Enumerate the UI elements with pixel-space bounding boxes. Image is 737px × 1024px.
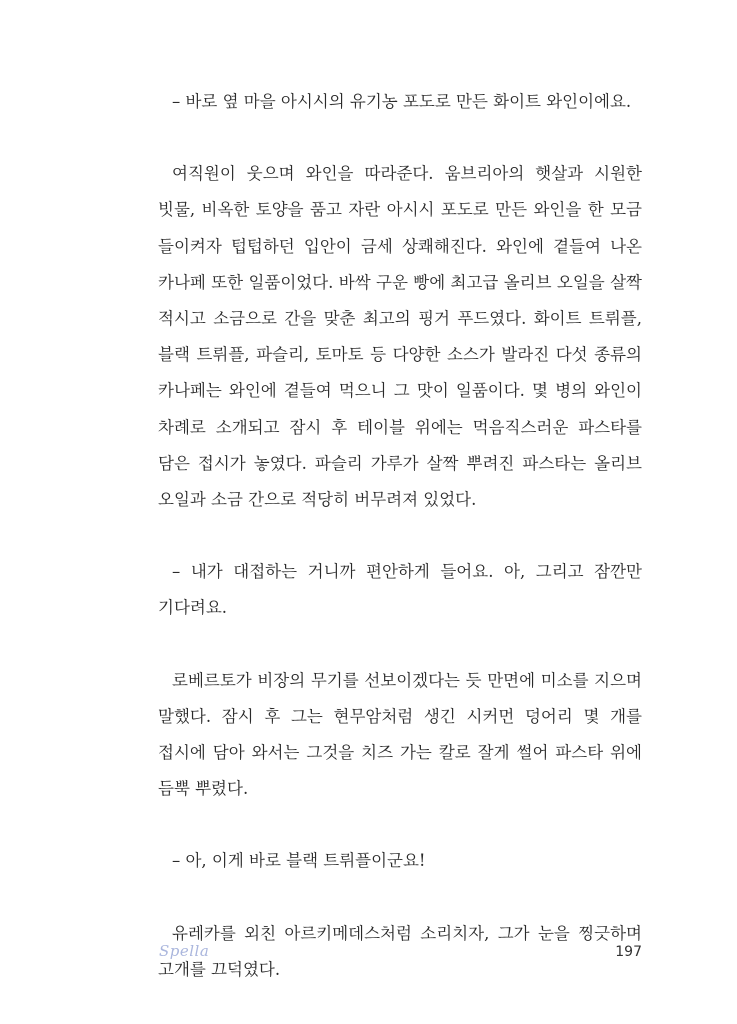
body-paragraph: 여직원이 웃으며 와인을 따라준다. 움브리아의 햇살과 시원한 빗물, 비옥한 토양을 품고 자란 아시시 포도로 만든 와인을 한 모금 들이켜자 텁텁하던 입안이 금세 상쾌해진다. 와인에 곁들여 나온 카나페 또한 일품이었다. 바싹 구운 빵에 최고급 올리브 오일을 살짝 적시고 소금으로 간을 맞춘 최고의 핑거 푸드였다. 화이트 트뤼플, 블랙 트뤼플, 파슬리, 토마토 등 다양한 소스가 발라진 다섯 종류의 카나페는 와인에 곁들여 먹으니 그 맛이 일품이다. 몇 병의 와인이 차례로 소개되고 잠시 후 테이블 위에는 먹음직스러운 파스타를 담은 접시가 놓였다. 파슬리 가루가 살짝 뿌려진 파스타는 올리브 오일과 소금 간으로 적당히 버무려져 있었다. [158,164,642,510]
page-number: 197 [615,944,642,960]
body-paragraph: 로베르토가 비장의 무기를 선보이겠다는 듯 만면에 미소를 지으며 말했다. 잠시 후 그는 현무암처럼 생긴 시커먼 덩어리 몇 개를 접시에 담아 와서는 그것을 치즈 가는 칼로 잘게 썰어 파스타 위에 듬뿍 뿌렸다. [158,670,642,799]
page-body [158,84,642,988]
footer-brand: Spella [159,942,210,960]
body-paragraph: 유레카를 외친 아르키메데스처럼 소리치자, 그가 눈을 찡긋하며 고개를 끄덕였다. [158,923,642,979]
dialogue-line: – 바로 옆 마을 아시시의 유기농 포도로 만든 화이트 와인이에요. [172,92,632,111]
dialogue-line: – 아, 이게 바로 블랙 트뤼플이군요! [172,851,426,871]
dialogue-line: – 내가 대접하는 거니까 편안하게 들어요. 아, 그리고 잠깐만 기다려요. [158,562,642,618]
